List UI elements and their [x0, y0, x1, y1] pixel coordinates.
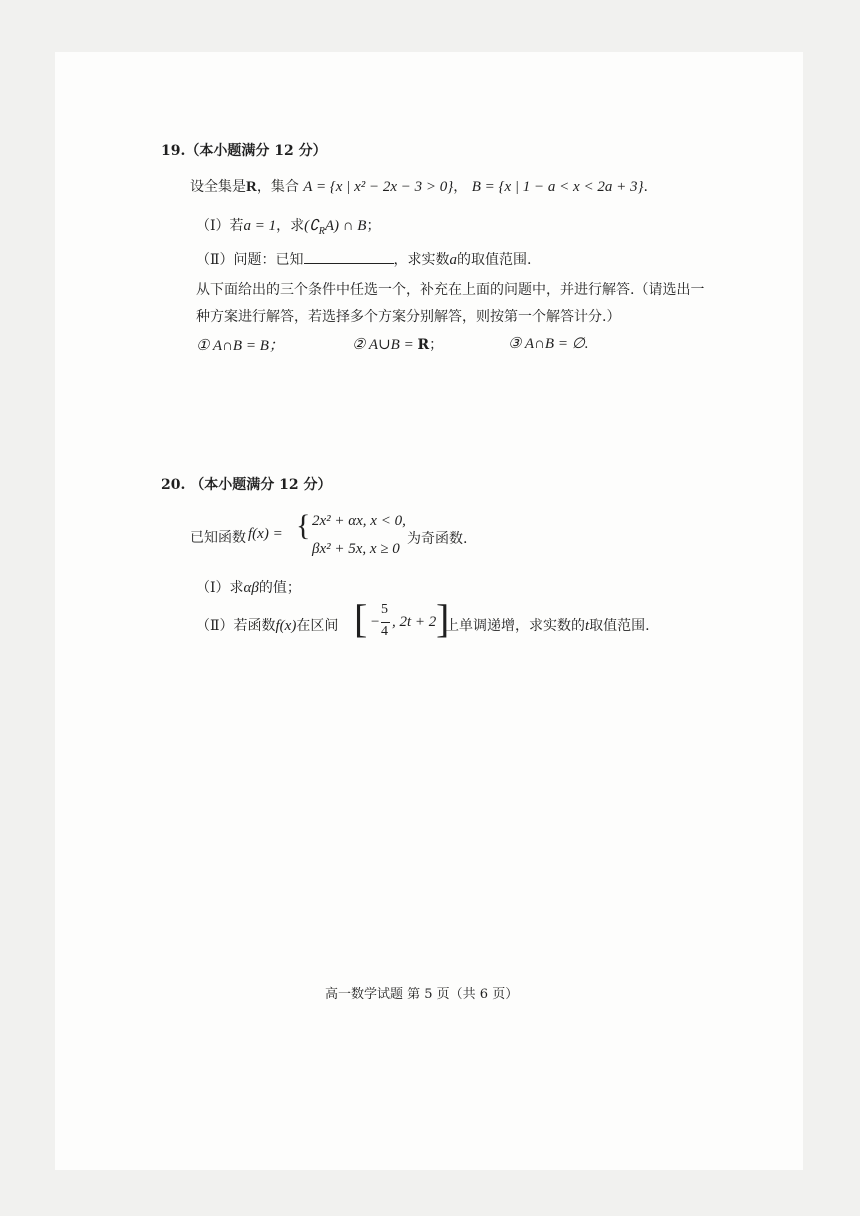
- q20-function-name: f(x) =: [248, 526, 283, 542]
- q20-part2-var: t: [585, 618, 590, 634]
- q20-case-1: 2x² + αx, x < 0,: [312, 513, 406, 529]
- q20-fraction-bar: [381, 622, 390, 623]
- q19-part2-var: a: [449, 252, 458, 268]
- q19-stem-text-2: ，集合: [256, 179, 299, 195]
- q19-option-1-text: ① A∩B = B；: [196, 338, 284, 354]
- q19-part1-ask: ，求: [276, 218, 305, 234]
- q19-heading: （本小题满分 12 分）: [185, 143, 327, 159]
- q20-part1-end: 的值；: [258, 580, 301, 596]
- q19-complement-sub: R: [318, 226, 325, 237]
- q19-stem: [190, 176, 648, 196]
- q19-part2-ask: ，求实数: [393, 252, 450, 268]
- q19-set-a: A = {x | x² − 2x − 3 > 0}: [303, 179, 454, 195]
- q20-part2-end-text: 上单调递增，求实数的: [445, 618, 585, 634]
- q19-comma: ，: [453, 179, 468, 195]
- q20-piecewise-brace: {: [296, 509, 311, 542]
- q19-part2: [196, 249, 531, 269]
- page-footer: 高一数学试题 第 5 页（共 6 页）: [325, 987, 519, 1002]
- q20-part2-final: 取值范围.: [589, 618, 650, 634]
- exam-page: [55, 52, 803, 1170]
- q20-interval-upper: , 2t + 2: [392, 614, 437, 630]
- q20-part1-label: （Ⅰ）求: [196, 580, 244, 596]
- q19-instruction-line2: 种方案进行解答，若选择多个方案分别解答，则按第一个解答计分.）: [196, 309, 621, 325]
- q20-part2-mid: 在区间: [296, 618, 339, 634]
- q20-part2-label-text: （Ⅱ）若函数: [196, 618, 276, 634]
- q19-part2-label: （Ⅱ）问题：已知: [196, 252, 304, 268]
- q19-option-1: [196, 334, 284, 355]
- q19-part2-end: 的取值范围.: [457, 252, 532, 268]
- q19-option-2: [352, 334, 443, 354]
- q20-stem-suffix: 为奇函数.: [407, 531, 468, 547]
- q20-stem-prefix: 已知函数: [190, 530, 246, 546]
- q19-header: [161, 140, 327, 160]
- q19-option-3-text: ③ A∩B = ∅.: [508, 336, 589, 352]
- q19-part1-condition: a = 1: [243, 218, 277, 234]
- q20-header: [161, 474, 331, 494]
- q20-part2-end: [445, 615, 650, 635]
- q20-interval-fraction: [381, 602, 391, 642]
- q20-case-2: βx² + 5x, x ≥ 0: [312, 541, 400, 557]
- q20-interval-minus: −: [370, 614, 381, 630]
- q20-number: 20.: [161, 477, 186, 493]
- q20-interval-close-bracket: ]: [436, 596, 450, 641]
- q19-part1: [196, 215, 380, 237]
- q19-option-3: [508, 334, 589, 353]
- q19-stem-text: 设全集是: [190, 179, 246, 195]
- q20-fraction-numerator: 5: [381, 602, 388, 617]
- q19-part1-label: （Ⅰ）若: [196, 218, 244, 234]
- q19-option-2-end: ；: [429, 337, 444, 353]
- q19-option-2-text: ② A∪B =: [352, 337, 418, 353]
- q19-instruction-line1: 从下面给出的三个条件中任选一个，补充在上面的问题中，并进行解答.（请选出一: [196, 282, 705, 298]
- q20-part2-function: f(x): [275, 618, 297, 634]
- q20-part1-expr: αβ: [243, 580, 259, 596]
- q20-heading: （本小题满分 12 分）: [190, 477, 332, 493]
- q19-part1-end: ；: [366, 218, 381, 234]
- q20-part1: [196, 577, 301, 597]
- q19-set-b: B = {x | 1 − a < x < 2a + 3}: [471, 179, 644, 195]
- q20-interval-open-bracket: [: [354, 596, 368, 641]
- q19-universal-set: R: [246, 179, 257, 195]
- q19-complement: (∁: [304, 218, 319, 234]
- q19-intersection: A) ∩ B: [324, 218, 367, 234]
- q19-number: 19.: [161, 143, 186, 159]
- q20-part2-label: [196, 615, 338, 635]
- q19-fill-blank: [304, 251, 394, 264]
- q20-fraction-denominator: 4: [381, 624, 388, 639]
- q19-period: .: [643, 179, 648, 195]
- q19-option-2-r: R: [417, 337, 430, 353]
- q19-part1-expression: [304, 218, 367, 237]
